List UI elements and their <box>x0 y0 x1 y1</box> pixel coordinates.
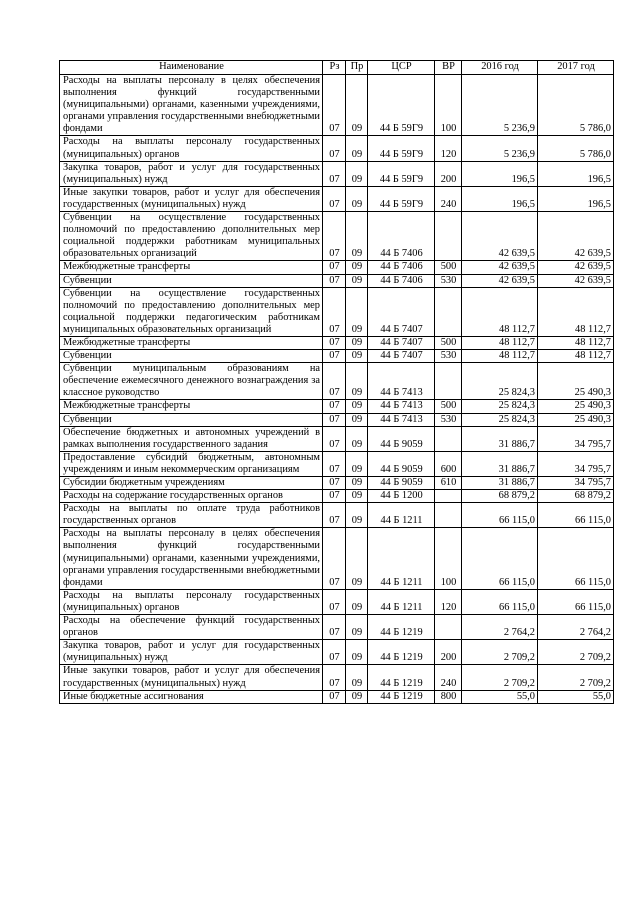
cell-name: Закупка товаров, работ и услуг для государственных (муниципальных) нужд <box>60 640 323 665</box>
table-row <box>60 665 614 690</box>
table-row <box>60 274 614 287</box>
table-body <box>60 75 614 704</box>
table-row <box>60 136 614 161</box>
cell-rz: 07 <box>323 350 346 363</box>
cell-pr: 09 <box>346 274 368 287</box>
cell-name: Расходы на обеспечение функций государственных органов <box>60 615 323 640</box>
cell-vr: 500 <box>435 336 462 349</box>
cell-2017: 48 112,7 <box>538 350 614 363</box>
cell-vr: 200 <box>435 161 462 186</box>
cell-csr: 44 Б 7413 <box>368 413 435 426</box>
cell-2017: 42 639,5 <box>538 212 614 261</box>
table-row <box>60 350 614 363</box>
table-header <box>60 61 614 75</box>
cell-name: Обеспечение бюджетных и автономных учреждений в рамках выполнения государственного задания <box>60 426 323 451</box>
cell-csr: 44 Б 7407 <box>368 287 435 336</box>
cell-rz: 07 <box>323 75 346 136</box>
cell-2016: 55,0 <box>462 690 538 703</box>
cell-name: Расходы на выплаты персоналу в целях обеспечения выполнения функций государственными (муниципальными) органами, казенными учреждениями, органами управления государственными внебюджетными фондами <box>60 75 323 136</box>
cell-vr <box>435 287 462 336</box>
cell-name: Субвенции <box>60 274 323 287</box>
cell-pr: 09 <box>346 528 368 589</box>
cell-csr: 44 Б 9059 <box>368 477 435 490</box>
cell-2016: 66 115,0 <box>462 503 538 528</box>
cell-csr: 44 Б 7407 <box>368 336 435 349</box>
cell-csr: 44 Б 1200 <box>368 490 435 503</box>
cell-rz: 07 <box>323 161 346 186</box>
table-row <box>60 413 614 426</box>
table-row <box>60 287 614 336</box>
cell-name: Субвенции на осуществление государственных полномочий по предоставлению дополнительных мер социальной поддержки работникам муниципальных образовательных организаций <box>60 212 323 261</box>
cell-vr: 200 <box>435 640 462 665</box>
cell-2017: 34 795,7 <box>538 477 614 490</box>
cell-rz: 07 <box>323 426 346 451</box>
cell-pr: 09 <box>346 363 368 400</box>
cell-2016: 31 886,7 <box>462 451 538 476</box>
cell-csr: 44 Б 59Г9 <box>368 75 435 136</box>
cell-2016: 2 764,2 <box>462 615 538 640</box>
cell-csr: 44 Б 7406 <box>368 274 435 287</box>
cell-pr: 09 <box>346 136 368 161</box>
cell-pr: 09 <box>346 451 368 476</box>
cell-vr <box>435 212 462 261</box>
cell-2016: 31 886,7 <box>462 477 538 490</box>
cell-csr: 44 Б 59Г9 <box>368 186 435 211</box>
table-row <box>60 503 614 528</box>
budget-table <box>59 60 614 704</box>
cell-2016: 25 824,3 <box>462 413 538 426</box>
cell-rz: 07 <box>323 363 346 400</box>
cell-rz: 07 <box>323 186 346 211</box>
cell-pr: 09 <box>346 477 368 490</box>
table-row <box>60 400 614 413</box>
cell-vr <box>435 426 462 451</box>
cell-csr: 44 Б 1219 <box>368 615 435 640</box>
table-row <box>60 363 614 400</box>
cell-rz: 07 <box>323 136 346 161</box>
cell-csr: 44 Б 1219 <box>368 665 435 690</box>
cell-pr: 09 <box>346 490 368 503</box>
cell-2017: 5 786,0 <box>538 75 614 136</box>
cell-2017: 2 709,2 <box>538 640 614 665</box>
cell-rz: 07 <box>323 212 346 261</box>
table-row <box>60 477 614 490</box>
cell-2016: 31 886,7 <box>462 426 538 451</box>
cell-name: Предоставление субсидий бюджетным, автономным учреждениям и иным некоммерческим организациям <box>60 451 323 476</box>
cell-pr: 09 <box>346 426 368 451</box>
document-page <box>59 60 613 704</box>
cell-csr: 44 Б 1219 <box>368 690 435 703</box>
cell-name: Межбюджетные трансферты <box>60 336 323 349</box>
cell-pr: 09 <box>346 287 368 336</box>
cell-pr: 09 <box>346 665 368 690</box>
table-row <box>60 161 614 186</box>
cell-vr: 500 <box>435 400 462 413</box>
cell-name: Субсидии бюджетным учреждениям <box>60 477 323 490</box>
cell-2017: 42 639,5 <box>538 261 614 274</box>
cell-pr: 09 <box>346 589 368 614</box>
cell-rz: 07 <box>323 490 346 503</box>
cell-vr: 530 <box>435 413 462 426</box>
table-row <box>60 615 614 640</box>
cell-2017: 2 709,2 <box>538 665 614 690</box>
cell-2017: 66 115,0 <box>538 589 614 614</box>
header-2017: 2017 год <box>538 61 614 75</box>
cell-rz: 07 <box>323 690 346 703</box>
cell-2016: 5 236,9 <box>462 136 538 161</box>
cell-pr: 09 <box>346 413 368 426</box>
header-row <box>60 61 614 75</box>
cell-rz: 07 <box>323 477 346 490</box>
cell-vr: 800 <box>435 690 462 703</box>
cell-2016: 48 112,7 <box>462 336 538 349</box>
cell-2016: 66 115,0 <box>462 528 538 589</box>
cell-name: Иные закупки товаров, работ и услуг для обеспечения государственных (муниципальных) нужд <box>60 665 323 690</box>
cell-csr: 44 Б 1211 <box>368 589 435 614</box>
cell-name: Межбюджетные трансферты <box>60 261 323 274</box>
cell-name: Межбюджетные трансферты <box>60 400 323 413</box>
cell-csr: 44 Б 1211 <box>368 528 435 589</box>
header-csr: ЦСР <box>368 61 435 75</box>
cell-vr: 530 <box>435 274 462 287</box>
cell-2016: 196,5 <box>462 186 538 211</box>
cell-name: Расходы на выплаты персоналу государственных (муниципальных) органов <box>60 136 323 161</box>
cell-2017: 48 112,7 <box>538 287 614 336</box>
cell-csr: 44 Б 7406 <box>368 261 435 274</box>
cell-rz: 07 <box>323 665 346 690</box>
cell-pr: 09 <box>346 336 368 349</box>
header-vr: ВР <box>435 61 462 75</box>
cell-csr: 44 Б 59Г9 <box>368 136 435 161</box>
header-rz: Рз <box>323 61 346 75</box>
table-row <box>60 186 614 211</box>
cell-pr: 09 <box>346 186 368 211</box>
cell-rz: 07 <box>323 274 346 287</box>
cell-name: Субвенции <box>60 350 323 363</box>
cell-vr: 600 <box>435 451 462 476</box>
cell-2017: 2 764,2 <box>538 615 614 640</box>
cell-pr: 09 <box>346 640 368 665</box>
cell-vr: 100 <box>435 528 462 589</box>
cell-rz: 07 <box>323 287 346 336</box>
cell-2017: 5 786,0 <box>538 136 614 161</box>
cell-2016: 25 824,3 <box>462 363 538 400</box>
cell-pr: 09 <box>346 690 368 703</box>
cell-rz: 07 <box>323 528 346 589</box>
cell-csr: 44 Б 7413 <box>368 400 435 413</box>
cell-pr: 09 <box>346 212 368 261</box>
cell-vr <box>435 363 462 400</box>
cell-rz: 07 <box>323 400 346 413</box>
cell-2017: 34 795,7 <box>538 426 614 451</box>
cell-pr: 09 <box>346 615 368 640</box>
cell-2017: 55,0 <box>538 690 614 703</box>
cell-vr: 120 <box>435 136 462 161</box>
cell-2016: 2 709,2 <box>462 640 538 665</box>
cell-vr <box>435 490 462 503</box>
table-row <box>60 640 614 665</box>
table-row <box>60 528 614 589</box>
cell-vr: 530 <box>435 350 462 363</box>
cell-vr: 100 <box>435 75 462 136</box>
cell-name: Субвенции муниципальным образованиям на обеспечение ежемесячного денежного вознаграждения за классное руководство <box>60 363 323 400</box>
cell-pr: 09 <box>346 350 368 363</box>
cell-2016: 2 709,2 <box>462 665 538 690</box>
cell-csr: 44 Б 59Г9 <box>368 161 435 186</box>
cell-name: Расходы на выплаты персоналу государственных (муниципальных) органов <box>60 589 323 614</box>
cell-name: Субвенции на осуществление государственных полномочий по предоставлению дополнительных мер социальной поддержки педагогическим работникам муниципальных образовательных организаций <box>60 287 323 336</box>
cell-2016: 66 115,0 <box>462 589 538 614</box>
cell-2017: 42 639,5 <box>538 274 614 287</box>
table-row <box>60 490 614 503</box>
table-row <box>60 336 614 349</box>
cell-2017: 25 490,3 <box>538 400 614 413</box>
cell-2016: 196,5 <box>462 161 538 186</box>
cell-2017: 25 490,3 <box>538 413 614 426</box>
cell-name: Расходы на содержание государственных органов <box>60 490 323 503</box>
cell-vr: 610 <box>435 477 462 490</box>
cell-rz: 07 <box>323 589 346 614</box>
cell-name: Закупка товаров, работ и услуг для государственных (муниципальных) нужд <box>60 161 323 186</box>
cell-vr: 120 <box>435 589 462 614</box>
table-row <box>60 589 614 614</box>
cell-csr: 44 Б 7413 <box>368 363 435 400</box>
cell-2016: 5 236,9 <box>462 75 538 136</box>
cell-2017: 66 115,0 <box>538 528 614 589</box>
cell-csr: 44 Б 7407 <box>368 350 435 363</box>
cell-name: Иные закупки товаров, работ и услуг для обеспечения государственных (муниципальных) нужд <box>60 186 323 211</box>
cell-2017: 196,5 <box>538 186 614 211</box>
table-row <box>60 212 614 261</box>
cell-vr: 240 <box>435 186 462 211</box>
cell-name: Расходы на выплаты персоналу в целях обеспечения выполнения функций государственными (муниципальными) органами, казенными учреждениями, органами управления государственными внебюджетными фондами <box>60 528 323 589</box>
cell-vr: 240 <box>435 665 462 690</box>
cell-vr <box>435 615 462 640</box>
table-row <box>60 690 614 703</box>
cell-rz: 07 <box>323 640 346 665</box>
cell-csr: 44 Б 7406 <box>368 212 435 261</box>
cell-csr: 44 Б 9059 <box>368 426 435 451</box>
cell-pr: 09 <box>346 503 368 528</box>
cell-2017: 48 112,7 <box>538 336 614 349</box>
header-name: Наименование <box>60 61 323 75</box>
cell-2017: 34 795,7 <box>538 451 614 476</box>
cell-2017: 196,5 <box>538 161 614 186</box>
header-pr: Пр <box>346 61 368 75</box>
cell-2017: 66 115,0 <box>538 503 614 528</box>
cell-name: Субвенции <box>60 413 323 426</box>
cell-rz: 07 <box>323 413 346 426</box>
cell-rz: 07 <box>323 336 346 349</box>
cell-vr: 500 <box>435 261 462 274</box>
cell-csr: 44 Б 1219 <box>368 640 435 665</box>
table-row <box>60 451 614 476</box>
cell-pr: 09 <box>346 261 368 274</box>
cell-2016: 68 879,2 <box>462 490 538 503</box>
cell-rz: 07 <box>323 451 346 476</box>
cell-rz: 07 <box>323 261 346 274</box>
cell-name: Иные бюджетные ассигнования <box>60 690 323 703</box>
cell-2017: 25 490,3 <box>538 363 614 400</box>
table-row <box>60 426 614 451</box>
cell-pr: 09 <box>346 75 368 136</box>
cell-2016: 42 639,5 <box>462 274 538 287</box>
cell-2016: 42 639,5 <box>462 212 538 261</box>
cell-2017: 68 879,2 <box>538 490 614 503</box>
table-row <box>60 75 614 136</box>
cell-2016: 42 639,5 <box>462 261 538 274</box>
cell-pr: 09 <box>346 161 368 186</box>
cell-2016: 48 112,7 <box>462 350 538 363</box>
cell-rz: 07 <box>323 503 346 528</box>
cell-csr: 44 Б 1211 <box>368 503 435 528</box>
cell-2016: 25 824,3 <box>462 400 538 413</box>
cell-csr: 44 Б 9059 <box>368 451 435 476</box>
header-2016: 2016 год <box>462 61 538 75</box>
cell-2016: 48 112,7 <box>462 287 538 336</box>
table-row <box>60 261 614 274</box>
cell-name: Расходы на выплаты по оплате труда работников государственных органов <box>60 503 323 528</box>
cell-rz: 07 <box>323 615 346 640</box>
cell-pr: 09 <box>346 400 368 413</box>
cell-vr <box>435 503 462 528</box>
